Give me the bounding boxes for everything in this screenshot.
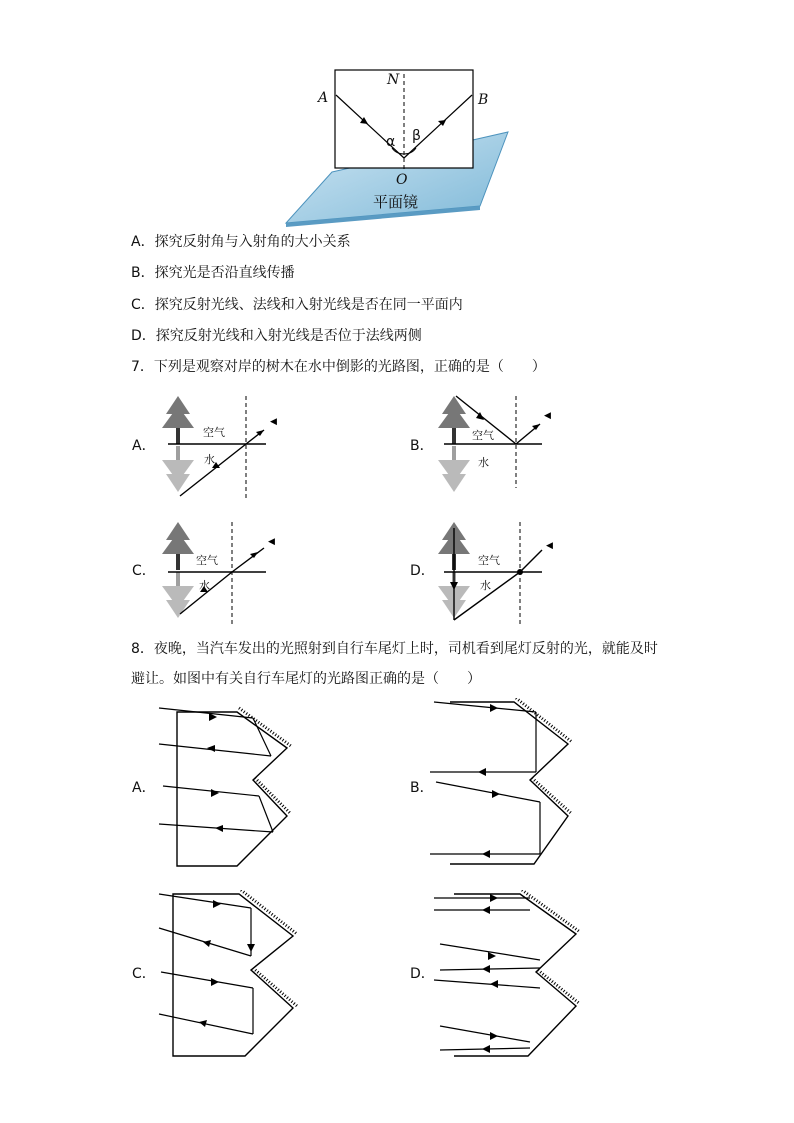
q7-diagram-c: [160, 518, 280, 628]
label-b: B: [478, 92, 489, 108]
label-n: N: [387, 72, 400, 88]
q7-stem: 7．下列是观察对岸的树木在水中倒影的光路图，正确的是（ ）: [131, 359, 546, 375]
label-o: O: [396, 172, 408, 188]
q8-diagram-d: [430, 890, 580, 1062]
q8-diagram-b: [430, 698, 580, 870]
q6-option-c: C．探究反射光线、法线和入射光线是否在同一平面内: [131, 297, 463, 313]
label-beta: β: [412, 128, 421, 144]
q7-diagram-a: [160, 392, 280, 502]
label-alpha: α: [386, 134, 396, 150]
svg-text:◀: ◀: [268, 537, 275, 547]
q8-choice-b-letter: B．: [410, 780, 434, 796]
q8-stem-line1: 8．夜晚，当汽车发出的光照射到自行车尾灯上时，司机看到尾灯反射的光，就能及时: [131, 641, 658, 657]
svg-text:◀: ◀: [546, 541, 553, 551]
svg-text:◀: ◀: [544, 411, 551, 421]
q8-diagram-a: [155, 700, 305, 872]
q6-option-d: D．探究反射光线和入射光线是否位于法线两侧: [131, 328, 422, 344]
q7-d-water: 水: [480, 579, 491, 592]
q7-diagram-b: [436, 392, 556, 502]
label-a: A: [318, 90, 329, 106]
q7-diagram-d: [436, 518, 556, 628]
q7-a-air: 空气: [203, 426, 225, 439]
tree-reflection-icon: [162, 572, 194, 618]
q8-choice-c-letter: C．: [132, 966, 156, 982]
tree-icon: [162, 396, 194, 444]
q6-option-b: B．探究光是否沿直线传播: [131, 265, 295, 281]
q8-diagram-c: [155, 890, 305, 1062]
q8-stem-line2: 避让。如图中有关自行车尾灯的光路图正确的是（ ）: [131, 671, 481, 687]
tree-icon: [162, 522, 194, 570]
q7-choice-a-letter: A．: [132, 438, 156, 454]
q7-choice-c-letter: C．: [132, 563, 156, 579]
tree-reflection-icon: [162, 446, 194, 492]
q7-choice-d-letter: D．: [410, 563, 435, 579]
q7-choice-b-letter: B．: [410, 438, 434, 454]
q7-c-air: 空气: [196, 554, 218, 567]
q6-option-a: A．探究反射角与入射角的大小关系: [131, 234, 351, 250]
q7-d-air: 空气: [478, 554, 500, 567]
q8-choice-a-letter: A．: [132, 780, 156, 796]
q7-c-water: 水: [199, 579, 210, 592]
mirror-label: 平面镜: [373, 193, 419, 211]
q8-choice-d-letter: D．: [410, 966, 435, 982]
q7-b-water: 水: [478, 456, 489, 469]
q7-a-water: 水: [204, 453, 215, 466]
svg-text:◀: ◀: [270, 417, 277, 427]
tree-reflection-icon: [438, 446, 470, 492]
q7-b-air: 空气: [472, 429, 494, 442]
